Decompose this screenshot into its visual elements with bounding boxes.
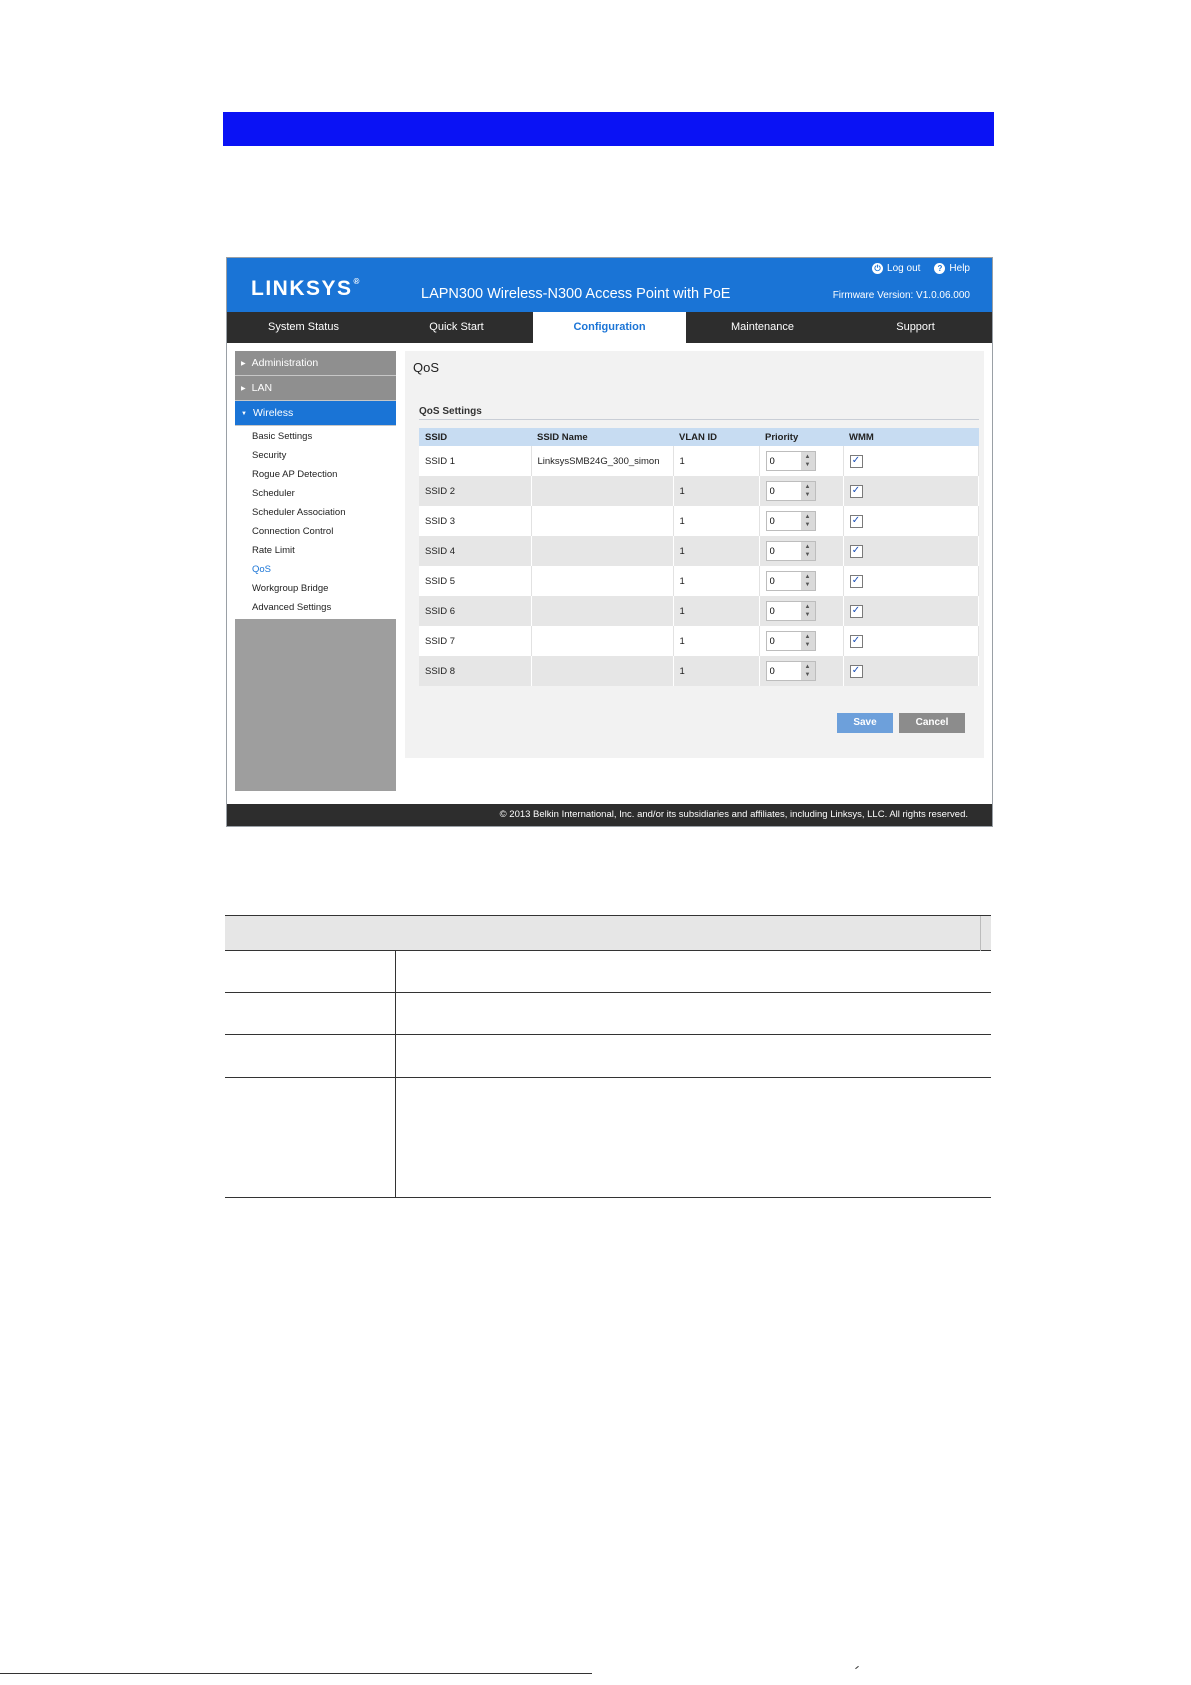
ssid-name-cell bbox=[531, 656, 673, 686]
priority-input[interactable] bbox=[767, 632, 801, 650]
ssid-cell: SSID 1 bbox=[419, 446, 531, 476]
table-row bbox=[419, 476, 979, 506]
wmm-checkbox[interactable]: ✓ bbox=[850, 545, 863, 558]
priority-input[interactable] bbox=[767, 572, 801, 590]
wmm-checkbox[interactable]: ✓ bbox=[850, 605, 863, 618]
sidebar-section-lan[interactable]: ▶ LAN bbox=[235, 376, 396, 401]
table-row bbox=[419, 566, 979, 596]
save-button[interactable]: Save bbox=[837, 713, 893, 733]
ssid-cell: SSID 4 bbox=[419, 536, 531, 566]
priority-stepper[interactable] bbox=[766, 601, 816, 621]
main-nav bbox=[227, 312, 992, 343]
firmware-version: Firmware Version: V1.0.06.000 bbox=[832, 290, 970, 301]
sidebar-item-scheduler-association[interactable]: Scheduler Association bbox=[252, 507, 346, 518]
sidebar-item-qos[interactable]: QoS bbox=[252, 564, 272, 575]
tab-quick-start[interactable]: Quick Start bbox=[429, 321, 484, 333]
ssid-name-cell bbox=[531, 506, 673, 536]
spinner-arrows-icon[interactable]: ▲ ▼ bbox=[801, 452, 815, 470]
vlan-id-cell: 1 bbox=[673, 656, 759, 686]
chevron-down-icon: ▼ bbox=[241, 411, 247, 417]
ssid-cell: SSID 2 bbox=[419, 476, 531, 506]
sidebar-section-administration[interactable]: ▶ Administration bbox=[235, 351, 396, 376]
chevron-right-icon: ▶ bbox=[241, 386, 246, 392]
sidebar bbox=[235, 351, 396, 791]
sidebar-item-security[interactable]: Security bbox=[252, 450, 287, 461]
wmm-checkbox[interactable]: ✓ bbox=[850, 515, 863, 528]
ssid-name-cell bbox=[531, 536, 673, 566]
description-table bbox=[225, 915, 991, 1198]
spinner-arrows-icon[interactable]: ▲ ▼ bbox=[801, 482, 815, 500]
top-links bbox=[872, 263, 970, 274]
section-title: QoS Settings bbox=[419, 406, 482, 417]
description-row bbox=[225, 993, 991, 1035]
logout-label: Log out bbox=[887, 263, 921, 274]
app-header bbox=[227, 258, 992, 312]
spinner-arrows-icon[interactable]: ▲ ▼ bbox=[801, 602, 815, 620]
sidebar-item-workgroup-bridge[interactable]: Workgroup Bridge bbox=[252, 583, 329, 594]
sidebar-item-rate-limit[interactable]: Rate Limit bbox=[252, 545, 295, 556]
wmm-checkbox[interactable]: ✓ bbox=[850, 485, 863, 498]
product-title: LAPN300 Wireless-N300 Access Point with PoE bbox=[421, 286, 731, 302]
priority-stepper[interactable] bbox=[766, 661, 816, 681]
column-header-ssid-name: SSID Name bbox=[531, 428, 673, 446]
table-row bbox=[419, 596, 979, 626]
footnote-mark bbox=[855, 1666, 859, 1669]
description-row bbox=[225, 1035, 991, 1078]
table-row bbox=[419, 506, 979, 536]
priority-input[interactable] bbox=[767, 602, 801, 620]
spinner-arrows-icon[interactable]: ▲ ▼ bbox=[801, 662, 815, 680]
power-icon: ⏻ bbox=[872, 263, 883, 274]
router-ui-screenshot bbox=[226, 257, 993, 827]
help-link[interactable] bbox=[934, 263, 970, 274]
table-row bbox=[419, 656, 979, 686]
ssid-name-cell bbox=[531, 566, 673, 596]
priority-stepper[interactable] bbox=[766, 631, 816, 651]
spinner-arrows-icon[interactable]: ▲ ▼ bbox=[801, 632, 815, 650]
column-header-ssid: SSID bbox=[419, 428, 531, 446]
help-label: Help bbox=[949, 263, 970, 274]
priority-input[interactable] bbox=[767, 512, 801, 530]
description-row bbox=[225, 951, 991, 993]
chevron-right-icon: ▶ bbox=[241, 361, 246, 367]
sidebar-item-rogue-ap-detection[interactable]: Rogue AP Detection bbox=[252, 469, 338, 480]
sidebar-item-connection-control[interactable]: Connection Control bbox=[252, 526, 334, 537]
spinner-arrows-icon[interactable]: ▲ ▼ bbox=[801, 512, 815, 530]
ssid-cell: SSID 3 bbox=[419, 506, 531, 536]
wmm-checkbox[interactable]: ✓ bbox=[850, 455, 863, 468]
tab-maintenance[interactable]: Maintenance bbox=[731, 321, 794, 333]
logo-registered-mark: ® bbox=[353, 277, 361, 286]
vlan-id-cell: 1 bbox=[673, 536, 759, 566]
spinner-arrows-icon[interactable]: ▲ ▼ bbox=[801, 542, 815, 560]
sidebar-item-basic-settings[interactable]: Basic Settings bbox=[252, 431, 313, 442]
table-header-row bbox=[419, 428, 979, 446]
wmm-checkbox[interactable]: ✓ bbox=[850, 635, 863, 648]
table-row bbox=[419, 446, 979, 476]
vlan-id-cell: 1 bbox=[673, 596, 759, 626]
ssid-name-cell bbox=[531, 476, 673, 506]
priority-input[interactable] bbox=[767, 662, 801, 680]
vlan-id-cell: 1 bbox=[673, 566, 759, 596]
priority-stepper[interactable] bbox=[766, 481, 816, 501]
main-content bbox=[405, 351, 984, 758]
column-divider bbox=[395, 951, 396, 1198]
column-header-vlan-id: VLAN ID bbox=[673, 428, 759, 446]
vlan-id-cell: 1 bbox=[673, 476, 759, 506]
priority-input[interactable] bbox=[767, 452, 801, 470]
ssid-cell: SSID 5 bbox=[419, 566, 531, 596]
priority-stepper[interactable] bbox=[766, 571, 816, 591]
column-header-wmm: WMM bbox=[843, 428, 979, 446]
footnote-rule bbox=[0, 1673, 592, 1674]
table-row bbox=[419, 536, 979, 566]
column-header-priority: Priority bbox=[759, 428, 843, 446]
wireless-submenu bbox=[235, 426, 396, 619]
vlan-id-cell: 1 bbox=[673, 626, 759, 656]
ssid-name-cell bbox=[531, 596, 673, 626]
vlan-id-cell: 1 bbox=[673, 506, 759, 536]
question-icon: ? bbox=[934, 263, 945, 274]
ssid-name-cell bbox=[531, 626, 673, 656]
sidebar-section-wireless[interactable]: ▼ Wireless bbox=[235, 401, 396, 426]
wmm-checkbox[interactable]: ✓ bbox=[850, 575, 863, 588]
priority-stepper[interactable] bbox=[766, 451, 816, 471]
ssid-cell: SSID 8 bbox=[419, 656, 531, 686]
priority-input[interactable] bbox=[767, 482, 801, 500]
ssid-cell: SSID 7 bbox=[419, 626, 531, 656]
sidebar-item-scheduler[interactable]: Scheduler bbox=[252, 488, 295, 499]
cancel-button[interactable]: Cancel bbox=[899, 713, 965, 733]
copyright-footer: © 2013 Belkin International, Inc. and/or its subsidiaries and affiliates, including Linksys, LLC. All rights reserved. bbox=[227, 804, 992, 826]
qos-table bbox=[419, 428, 979, 686]
vlan-id-cell: 1 bbox=[673, 446, 759, 476]
ssid-name-cell: LinksysSMB24G_300_simon bbox=[531, 446, 673, 476]
page-title: QoS bbox=[413, 360, 440, 375]
tab-support[interactable]: Support bbox=[896, 321, 935, 333]
spinner-arrows-icon[interactable]: ▲ ▼ bbox=[801, 572, 815, 590]
priority-input[interactable] bbox=[767, 542, 801, 560]
header-divider bbox=[980, 916, 981, 951]
priority-stepper[interactable] bbox=[766, 541, 816, 561]
tab-configuration[interactable]: Configuration bbox=[533, 312, 686, 343]
logout-link[interactable] bbox=[872, 263, 920, 274]
document-heading-bar bbox=[223, 112, 994, 146]
table-row bbox=[419, 626, 979, 656]
linksys-logo: LINKSYS® bbox=[251, 277, 361, 300]
tab-system-status[interactable]: System Status bbox=[268, 321, 339, 333]
ssid-cell: SSID 6 bbox=[419, 596, 531, 626]
section-divider bbox=[419, 419, 979, 420]
wmm-checkbox[interactable]: ✓ bbox=[850, 665, 863, 678]
sidebar-item-advanced-settings[interactable]: Advanced Settings bbox=[252, 602, 332, 613]
priority-stepper[interactable] bbox=[766, 511, 816, 531]
description-table-header bbox=[225, 915, 991, 951]
description-row bbox=[225, 1078, 991, 1198]
